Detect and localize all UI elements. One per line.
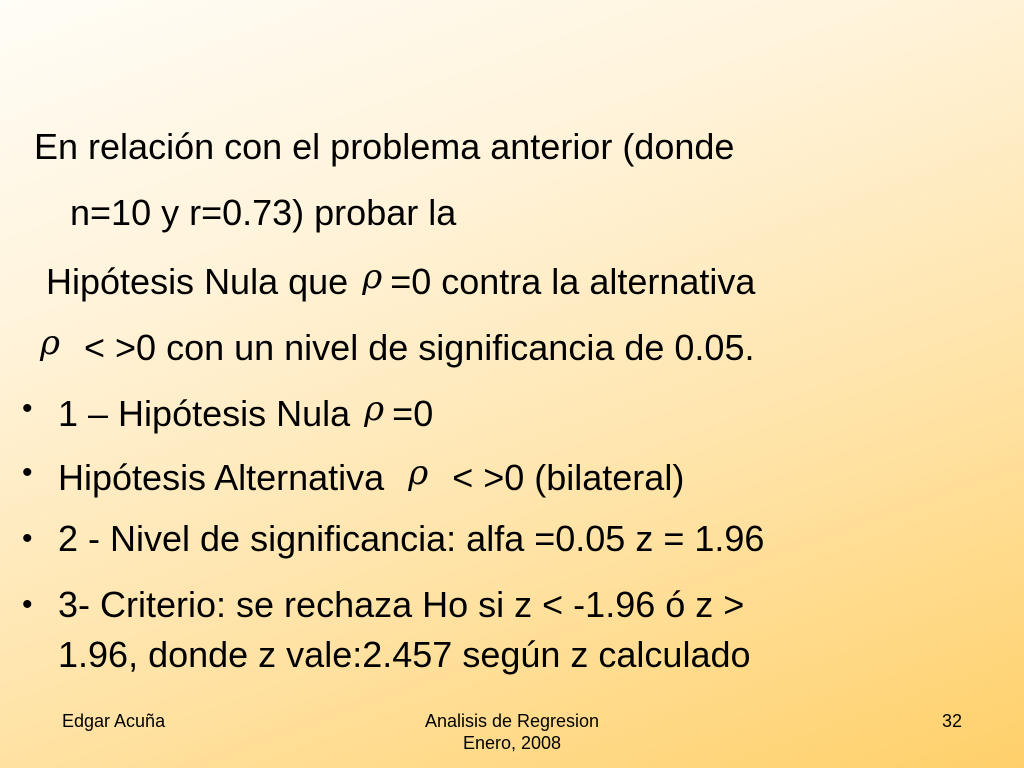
bullet-item-alternative-hypothesis [58,452,684,499]
intro-line-2 [70,192,456,234]
bullet-marker: • [22,456,33,489]
bullet-marker: • [22,392,33,425]
intro-line-1-text: En relación con el problema anterior (donde [34,126,735,167]
footer-title-line-2: Enero, 2008 [462,733,562,753]
intro-line-3 [46,256,755,303]
rho-symbol-icon: ρ [408,453,429,493]
bullet-4-line-1: 3- Criterio: se rechaza Ho si z < -1.96 ó z > [58,584,745,625]
bullet-3-text: 2 - Nivel de significancia: alfa =0.05 z = 1.96 [58,518,765,559]
intro-line-3-before: Hipótesis Nula que [46,261,349,303]
footer-title [362,710,662,754]
bullet-1-before: 1 – Hipótesis Nula [58,393,351,435]
bullet-4-line-2: 1.96, donde z vale:2.457 según z calculado [58,634,751,675]
footer-title-line-1: Analisis de Regresion [424,711,600,731]
intro-line-4 [36,322,754,369]
rho-symbol-icon: ρ [40,323,60,363]
bullet-item-criterion [58,584,751,676]
bullet-marker: • [22,588,33,621]
bullet-marker: • [22,522,33,555]
intro-line-1 [34,126,734,168]
intro-line-4-after: < >0 con un nivel de significancia de 0.05. [84,327,755,369]
bullet-item-significance [58,518,764,560]
bullet-item-null-hypothesis [58,388,433,435]
intro-line-3-after: =0 contra la alternativa [390,261,756,303]
rho-symbol-icon: ρ [362,257,383,297]
bullet-1-after: =0 [392,393,434,435]
page-number: 32 [941,711,962,731]
rho-symbol-icon: ρ [364,389,385,429]
bullet-2-before: Hipótesis Alternativa [58,457,385,499]
intro-line-2-text: n=10 y r=0.73) probar la [70,192,457,233]
bullet-2-after: < >0 (bilateral) [452,457,685,499]
footer-author: Edgar Acuña [62,711,166,731]
